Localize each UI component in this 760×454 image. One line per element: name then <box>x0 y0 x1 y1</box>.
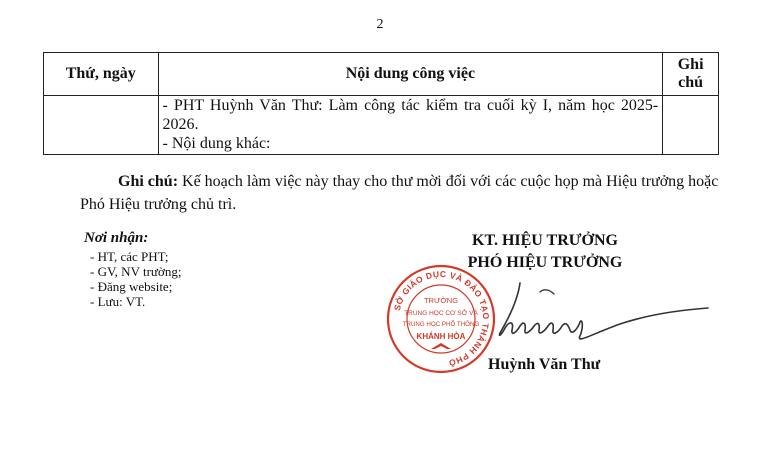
recipients-block <box>84 231 181 309</box>
list-item: - HT, các PHT; <box>90 249 169 264</box>
table-header-row <box>44 53 719 96</box>
header-note: Ghi chú <box>663 53 719 96</box>
page-number: 2 <box>376 17 384 32</box>
stamp-line: TRUNG HỌC PHỔ THÔNG <box>402 321 480 328</box>
signature-title-line2: PHÓ HIỆU TRƯỞNG <box>467 254 623 271</box>
recipients-list <box>84 249 181 309</box>
content-line: - PHT Huỳnh Văn Thư: Làm công tác kiểm tra cuối kỳ I, năm học 2025-2026. <box>162 97 659 133</box>
stamp-line: KHÁNH HÒA <box>416 332 466 341</box>
stamp-ring-text: SỞ GIÁO DỤC VÀ ĐÀO TẠO THÀNH PHỐ <box>391 268 492 369</box>
stamp-line: TRƯỜNG <box>423 296 459 305</box>
table-row <box>44 96 719 155</box>
work-schedule-table <box>43 52 719 155</box>
cell-content <box>158 96 663 155</box>
note-text: Kế hoạch làm việc này thay cho thư mời đối với các cuộc họp mà Hiệu trưởng hoặc Phó Hiệu trưởng chủ trì. <box>80 173 719 213</box>
cell-note <box>663 96 719 155</box>
note-label: Ghi chú: <box>118 173 179 190</box>
list-item: - Lưu: VT. <box>90 294 146 309</box>
signer-name: Huỳnh Văn Thư <box>488 356 601 373</box>
handwritten-signature <box>480 278 710 358</box>
list-item: - GV, NV trường; <box>90 264 182 279</box>
signature-title-line1: KT. HIỆU TRƯỞNG <box>472 232 618 249</box>
recipients-title: Nơi nhận: <box>84 230 149 246</box>
header-date: Thứ, ngày <box>44 53 159 96</box>
content-line: - Nội dung khác: <box>162 135 271 152</box>
note-paragraph <box>80 170 720 216</box>
list-item: - Đăng website; <box>90 279 173 294</box>
header-content: Nội dung công việc <box>158 53 663 96</box>
stamp-line: TRUNG HỌC CƠ SỞ VÀ <box>404 310 478 317</box>
cell-date <box>44 96 159 155</box>
